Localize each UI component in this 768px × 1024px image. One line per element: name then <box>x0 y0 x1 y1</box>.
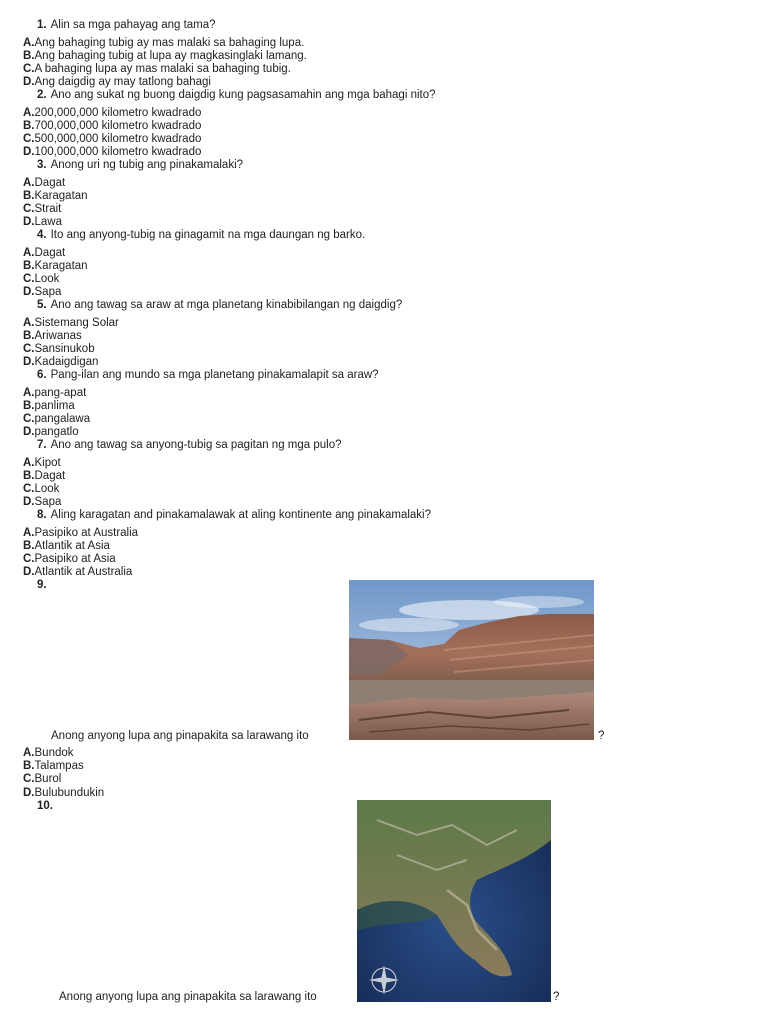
choice-2a: A.200,000,000 kilometro kwadrado <box>23 107 202 119</box>
choice-1d: D.Ang daigdig ay may tatlong bahagi <box>23 76 211 88</box>
choice-5c: C.Sansinukob <box>23 343 95 355</box>
choice-7d: D.Sapa <box>23 496 62 508</box>
question-3 <box>37 159 243 172</box>
choice-1c: C.A bahaging lupa ay mas malaki sa bahaging tubig. <box>23 63 291 75</box>
choice-7a: A.Kipot <box>23 457 61 469</box>
question-1 <box>37 19 216 32</box>
choice-9a: A.Bundok <box>23 747 74 759</box>
question-text: Ito ang anyong-tubig na ginagamit na mga daungan ng barko. <box>50 229 366 241</box>
question-5 <box>37 299 402 312</box>
question-number: 4. <box>37 229 47 241</box>
question-number: 1. <box>37 19 47 31</box>
question-text: Ano ang tawag sa anyong-tubig sa pagitan ng mga pulo? <box>50 439 342 451</box>
question-number: 6. <box>37 369 47 381</box>
choice-1a: A.Ang bahaging tubig ay mas malaki sa bahaging lupa. <box>23 37 305 49</box>
question-number: 9. <box>37 579 47 591</box>
question-10-mark: ? <box>553 991 560 1003</box>
choice-6d: D.pangatlo <box>23 426 79 438</box>
question-text: Alin sa mga pahayag ang tama? <box>50 19 216 31</box>
choice-5d: D.Kadaigdigan <box>23 356 99 368</box>
question-4 <box>37 229 365 242</box>
question-2 <box>37 89 436 102</box>
question-6 <box>37 369 379 382</box>
choice-2c: C.500,000,000 kilometro kwadrado <box>23 133 202 145</box>
choice-6c: C.pangalawa <box>23 413 91 425</box>
question-10-number <box>37 800 57 813</box>
question-text: Aling karagatan and pinakamalawak at aling kontinente ang pinakamalaki? <box>50 509 431 521</box>
choice-8a: A.Pasipiko at Australia <box>23 527 139 539</box>
question-number: 10. <box>37 800 53 812</box>
question-number: 7. <box>37 439 47 451</box>
question-8 <box>37 509 431 522</box>
choice-9d: D.Bulubundukin <box>23 787 105 799</box>
choice-7c: C.Look <box>23 483 60 495</box>
choice-6b: B.panlima <box>23 400 75 412</box>
choice-8b: B.Atlantik at Asia <box>23 540 110 552</box>
question-9-text: Anong anyong lupa ang pinapakita sa larawang ito <box>51 730 309 742</box>
choice-4b: B.Karagatan <box>23 260 88 272</box>
choice-6a: A.pang-apat <box>23 387 87 399</box>
question-number: 3. <box>37 159 47 171</box>
question-number: 2. <box>37 89 47 101</box>
choice-3b: B.Karagatan <box>23 190 88 202</box>
choice-8c: C.Pasipiko at Asia <box>23 553 116 565</box>
choice-8d: D.Atlantik at Australia <box>23 566 133 578</box>
question-10-text: Anong anyong lupa ang pinapakita sa larawang ito <box>59 991 317 1003</box>
choice-4c: C.Look <box>23 273 60 285</box>
question-text: Anong uri ng tubig ang pinakamalaki? <box>50 159 244 171</box>
question-7 <box>37 439 342 452</box>
choice-2d: D.100,000,000 kilometro kwadrado <box>23 146 202 158</box>
question-number: 8. <box>37 509 47 521</box>
choice-5a: A.Sistemang Solar <box>23 317 119 329</box>
choice-5b: B.Ariwanas <box>23 330 82 342</box>
question-9-number <box>37 579 51 592</box>
choice-9b: B.Talampas <box>23 760 84 772</box>
question-text: Ano ang sukat ng buong daigdig kung pagsasamahin ang mga bahagi nito? <box>50 89 436 101</box>
choice-3a: A.Dagat <box>23 177 66 189</box>
choice-9c: C.Burol <box>23 773 62 785</box>
peninsula-image <box>357 800 551 1002</box>
plateau-image <box>349 580 594 740</box>
choice-3c: C.Strait <box>23 203 62 215</box>
choice-4a: A.Dagat <box>23 247 66 259</box>
question-9-mark: ? <box>598 730 605 742</box>
choice-3d: D.Lawa <box>23 216 62 228</box>
question-text: Pang-ilan ang mundo sa mga planetang pinakamalapit sa araw? <box>50 369 379 381</box>
question-number: 5. <box>37 299 47 311</box>
question-text: Ano ang tawag sa araw at mga planetang kinabibilangan ng daigdig? <box>50 299 403 311</box>
choice-2b: B.700,000,000 kilometro kwadrado <box>23 120 202 132</box>
choice-1b: B.Ang bahaging tubig at lupa ay magkasinglaki lamang. <box>23 50 307 62</box>
choice-4d: D.Sapa <box>23 286 62 298</box>
choice-7b: B.Dagat <box>23 470 66 482</box>
